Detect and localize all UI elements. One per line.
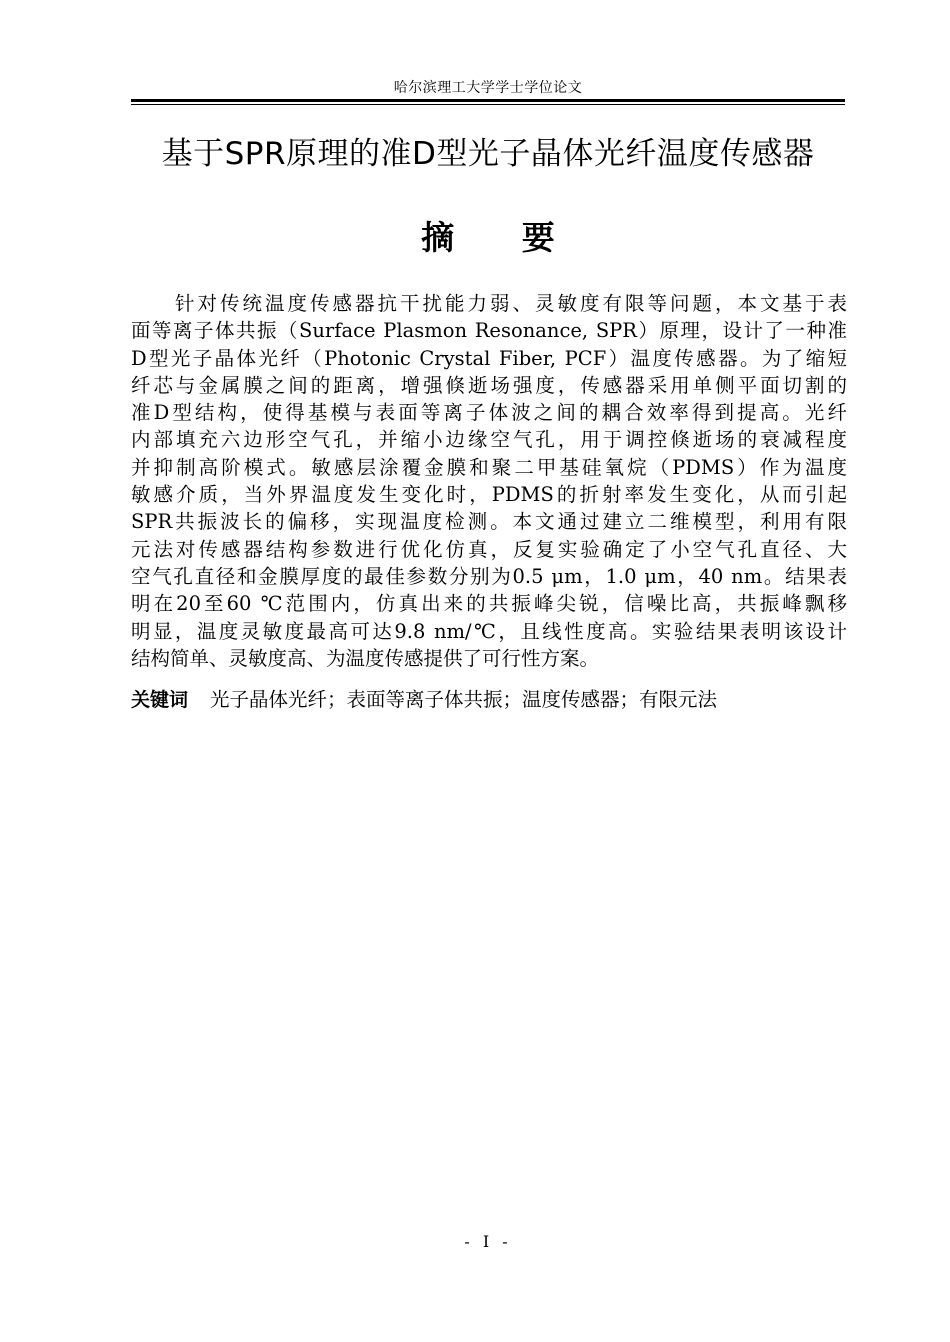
abstract-line: 明显，温度灵敏度最高可达9.8 nm/℃，且线性度高。实验结果表明该设计 [131,619,847,643]
abstract-line: D型光子晶体光纤（Photonic Crystal Fiber, PCF）温度传感器。为了缩短 [131,346,847,370]
running-header: 哈尔滨理工大学学士学位论文 [393,80,583,96]
keywords-text: 光子晶体光纤；表面等离子体共振；温度传感器；有限元法 [210,688,718,711]
abstract-line: 并抑制高阶模式。敏感层涂覆金膜和聚二甲基硅氧烷（PDMS）作为温度 [131,455,847,479]
abstract-line: 内部填充六边形空气孔，并缩小边缘空气孔，用于调控倏逝场的衰减程度 [131,428,847,452]
abstract-line: 明在20至60 ℃范围内，仿真出来的共振峰尖锐，信噪比高，共振峰飘移 [131,592,847,616]
abstract-heading: 摘 要 [421,218,583,257]
keywords-label: 关键词 [131,689,189,711]
abstract-line: 空气孔直径和金膜厚度的最佳参数分别为0.5 μm，1.0 μm，40 nm。结果表 [131,564,847,588]
abstract-paragraph [131,290,847,672]
header-rule-thin [131,104,845,105]
keywords-line [131,686,847,714]
abstract-line: 纤芯与金属膜之间的距离，增强倏逝场强度，传感器采用单侧平面切割的 [131,373,847,397]
page-number: - I - [464,1232,512,1251]
abstract-line: 敏感介质，当外界温度发生变化时，PDMS的折射率发生变化，从而引起 [131,483,847,507]
abstract-line: 针对传统温度传感器抗干扰能力弱、灵敏度有限等问题，本文基于表 [175,292,847,315]
abstract-line: 面等离子体共振（Surface Plasmon Resonance, SPR）原理，设计了一种准 [131,319,847,343]
abstract-line: 元法对传感器结构参数进行优化仿真，反复实验确定了小空气孔直径、大 [131,537,847,561]
header-rule-thick [131,99,845,102]
thesis-title: 基于SPR原理的准D型光子晶体光纤温度传感器 [161,136,815,172]
abstract-line: 结构简单、灵敏度高、为温度传感提供了可行性方案。 [131,646,600,670]
abstract-line: SPR共振波长的偏移，实现温度检测。本文通过建立二维模型，利用有限 [131,510,847,534]
abstract-line: 准D型结构，使得基模与表面等离子体波之间的耦合效率得到提高。光纤 [131,401,847,425]
